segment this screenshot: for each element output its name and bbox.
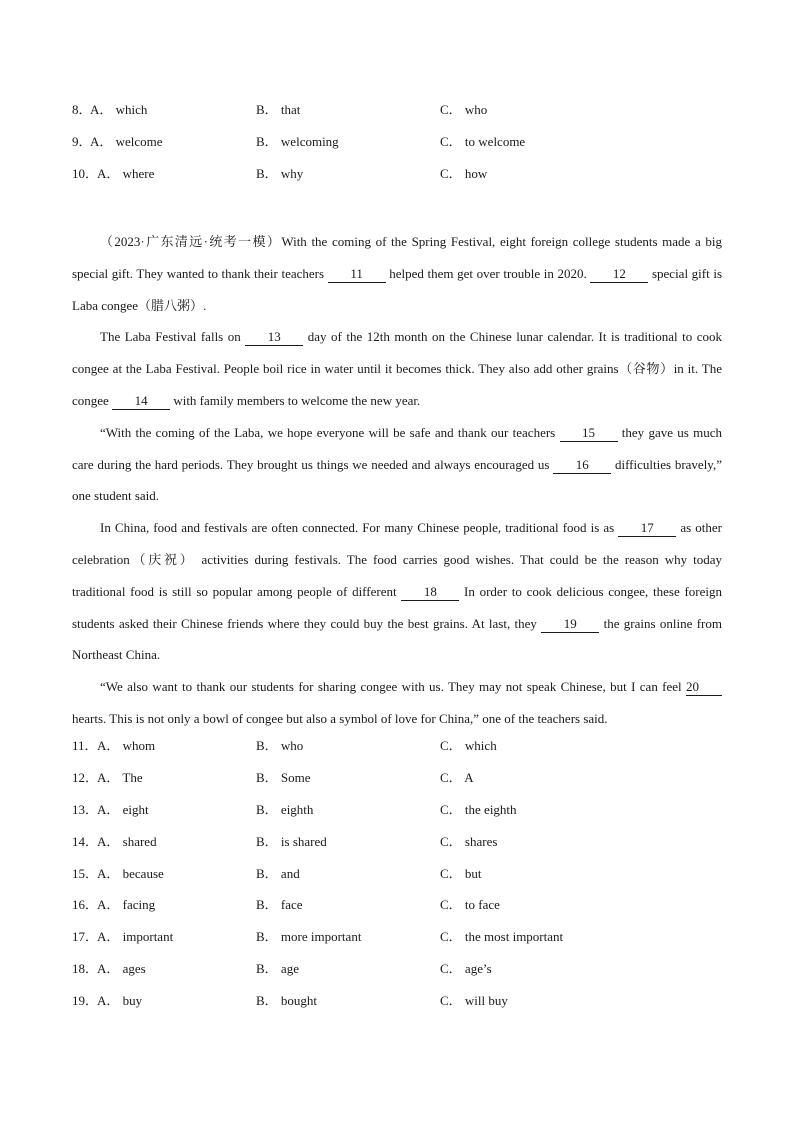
question-number: 17． <box>72 929 99 944</box>
option-b: B． who <box>256 738 304 753</box>
text: difficulties bravely,” one student said. <box>72 456 722 504</box>
question-number: 18． <box>72 961 99 976</box>
question-number: 14． <box>72 834 99 849</box>
source-label: （2023·广东清远·统考一模） <box>100 234 282 249</box>
question-number: 9． <box>72 134 92 149</box>
blank-16: 16 <box>553 457 611 474</box>
option-b: B． Some <box>256 770 311 785</box>
option-c: C． the eighth <box>440 802 517 817</box>
option-b: B． eighth <box>256 802 314 817</box>
question-number: 10． <box>72 166 99 181</box>
question-number: 13． <box>72 802 99 817</box>
option-c: C． shares <box>440 834 498 849</box>
text: With the coming of the Spring Festival, eight foreign college students made a big special gift. They wanted to thank their teachers <box>72 234 722 281</box>
option-c: C． the most important <box>440 929 564 944</box>
text: they gave us much care during the hard periods. They brought us things we needed and always encouraged us <box>72 424 722 472</box>
text: the grains online from Northeast China. <box>72 615 722 663</box>
blank-14: 14 <box>112 393 170 410</box>
option-a: A． ages <box>97 961 146 976</box>
text: In China, food and festivals are often connected. For many Chinese people, traditional food is as <box>100 520 619 536</box>
question-number: 16． <box>72 897 99 912</box>
question-number: 8． <box>72 102 92 117</box>
option-c: C． but <box>440 866 482 881</box>
question-number: 12． <box>72 770 99 785</box>
blank-18: 18 <box>401 584 459 601</box>
option-a: A． The <box>97 770 143 785</box>
text: In order to cook delicious congee, these foreign students asked their Chinese friends where they could buy the best grains. At last, they <box>72 583 722 631</box>
blank-15: 15 <box>560 425 618 442</box>
option-row-9 <box>72 132 732 152</box>
option-c: C． A <box>440 770 474 785</box>
option-a: A． shared <box>97 834 157 849</box>
option-b: B． more important <box>256 929 362 944</box>
option-row-16 <box>72 895 732 915</box>
option-row-12 <box>72 768 732 788</box>
text: with family members to welcome the new year. <box>170 392 421 408</box>
option-row-8 <box>72 100 732 120</box>
option-b: B． welcoming <box>256 134 339 149</box>
text: helped them get over trouble in 2020. <box>385 265 591 281</box>
option-c: C． who <box>440 102 488 117</box>
option-b: B． and <box>256 866 300 881</box>
option-b: B． why <box>256 166 304 181</box>
option-c: C． which <box>440 738 497 753</box>
option-a: A． because <box>97 866 164 881</box>
blank-17: 17 <box>618 520 676 537</box>
text: “We also want to thank our students for sharing congee with us. They may not speak Chinese, but I can feel <box>100 679 686 695</box>
option-row-19 <box>72 991 732 1011</box>
option-row-14 <box>72 832 732 852</box>
text: special gift is Laba congee（腊八粥）. <box>72 265 722 313</box>
option-a: A． welcome <box>90 134 163 149</box>
option-a: A． buy <box>97 993 143 1008</box>
paragraph-2 <box>72 321 722 416</box>
blank-13: 13 <box>245 329 303 346</box>
cloze-passage <box>72 226 722 735</box>
paragraph-3 <box>72 417 722 512</box>
option-row-10 <box>72 164 732 184</box>
option-row-11 <box>72 736 732 756</box>
blank-12: 12 <box>590 266 648 283</box>
text: day of the 12th month on the Chinese lunar calendar. It is traditional to cook congee at the Laba Festival. People boil rice in water until it becomes thick. They also add other grains（谷物）in it. The congee <box>72 329 722 408</box>
option-c: C． age’s <box>440 961 492 976</box>
option-c: C． how <box>440 166 488 181</box>
option-row-17 <box>72 927 732 947</box>
paragraph-5 <box>72 671 722 735</box>
paragraph-1 <box>72 226 722 321</box>
text: The Laba Festival falls on <box>100 329 246 345</box>
option-c: C． will buy <box>440 993 508 1008</box>
question-number: 11． <box>72 738 98 753</box>
option-a: A． where <box>97 166 155 181</box>
blank-19: 19 <box>541 616 599 633</box>
option-b: B． age <box>256 961 299 976</box>
option-row-18 <box>72 959 732 979</box>
text: as other celebration（庆祝） activities during festivals. The food carries good wishes. That could be the reason why today traditional food is still so popular among people of different <box>72 520 722 599</box>
option-b: B． bought <box>256 993 318 1008</box>
question-number: 19． <box>72 993 99 1008</box>
question-number: 15． <box>72 866 99 881</box>
option-b: B． is shared <box>256 834 327 849</box>
option-a: A． which <box>90 102 148 117</box>
paragraph-4 <box>72 512 722 671</box>
option-b: B． that <box>256 102 301 117</box>
blank-11: 11 <box>328 266 386 283</box>
option-c: C． to face <box>440 897 500 912</box>
option-row-13 <box>72 800 732 820</box>
blank-20: 20 <box>686 679 722 696</box>
option-a: A． important <box>97 929 174 944</box>
text: “With the coming of the Laba, we hope everyone will be safe and thank our teachers <box>100 424 560 440</box>
option-a: A． eight <box>97 802 149 817</box>
option-row-15 <box>72 864 732 884</box>
option-a: A． whom <box>97 738 156 753</box>
option-c: C． to welcome <box>440 134 526 149</box>
option-a: A． facing <box>97 897 156 912</box>
option-b: B． face <box>256 897 303 912</box>
text: hearts. This is not only a bowl of congee but also a symbol of love for China,” one of the teachers said. <box>72 710 608 726</box>
